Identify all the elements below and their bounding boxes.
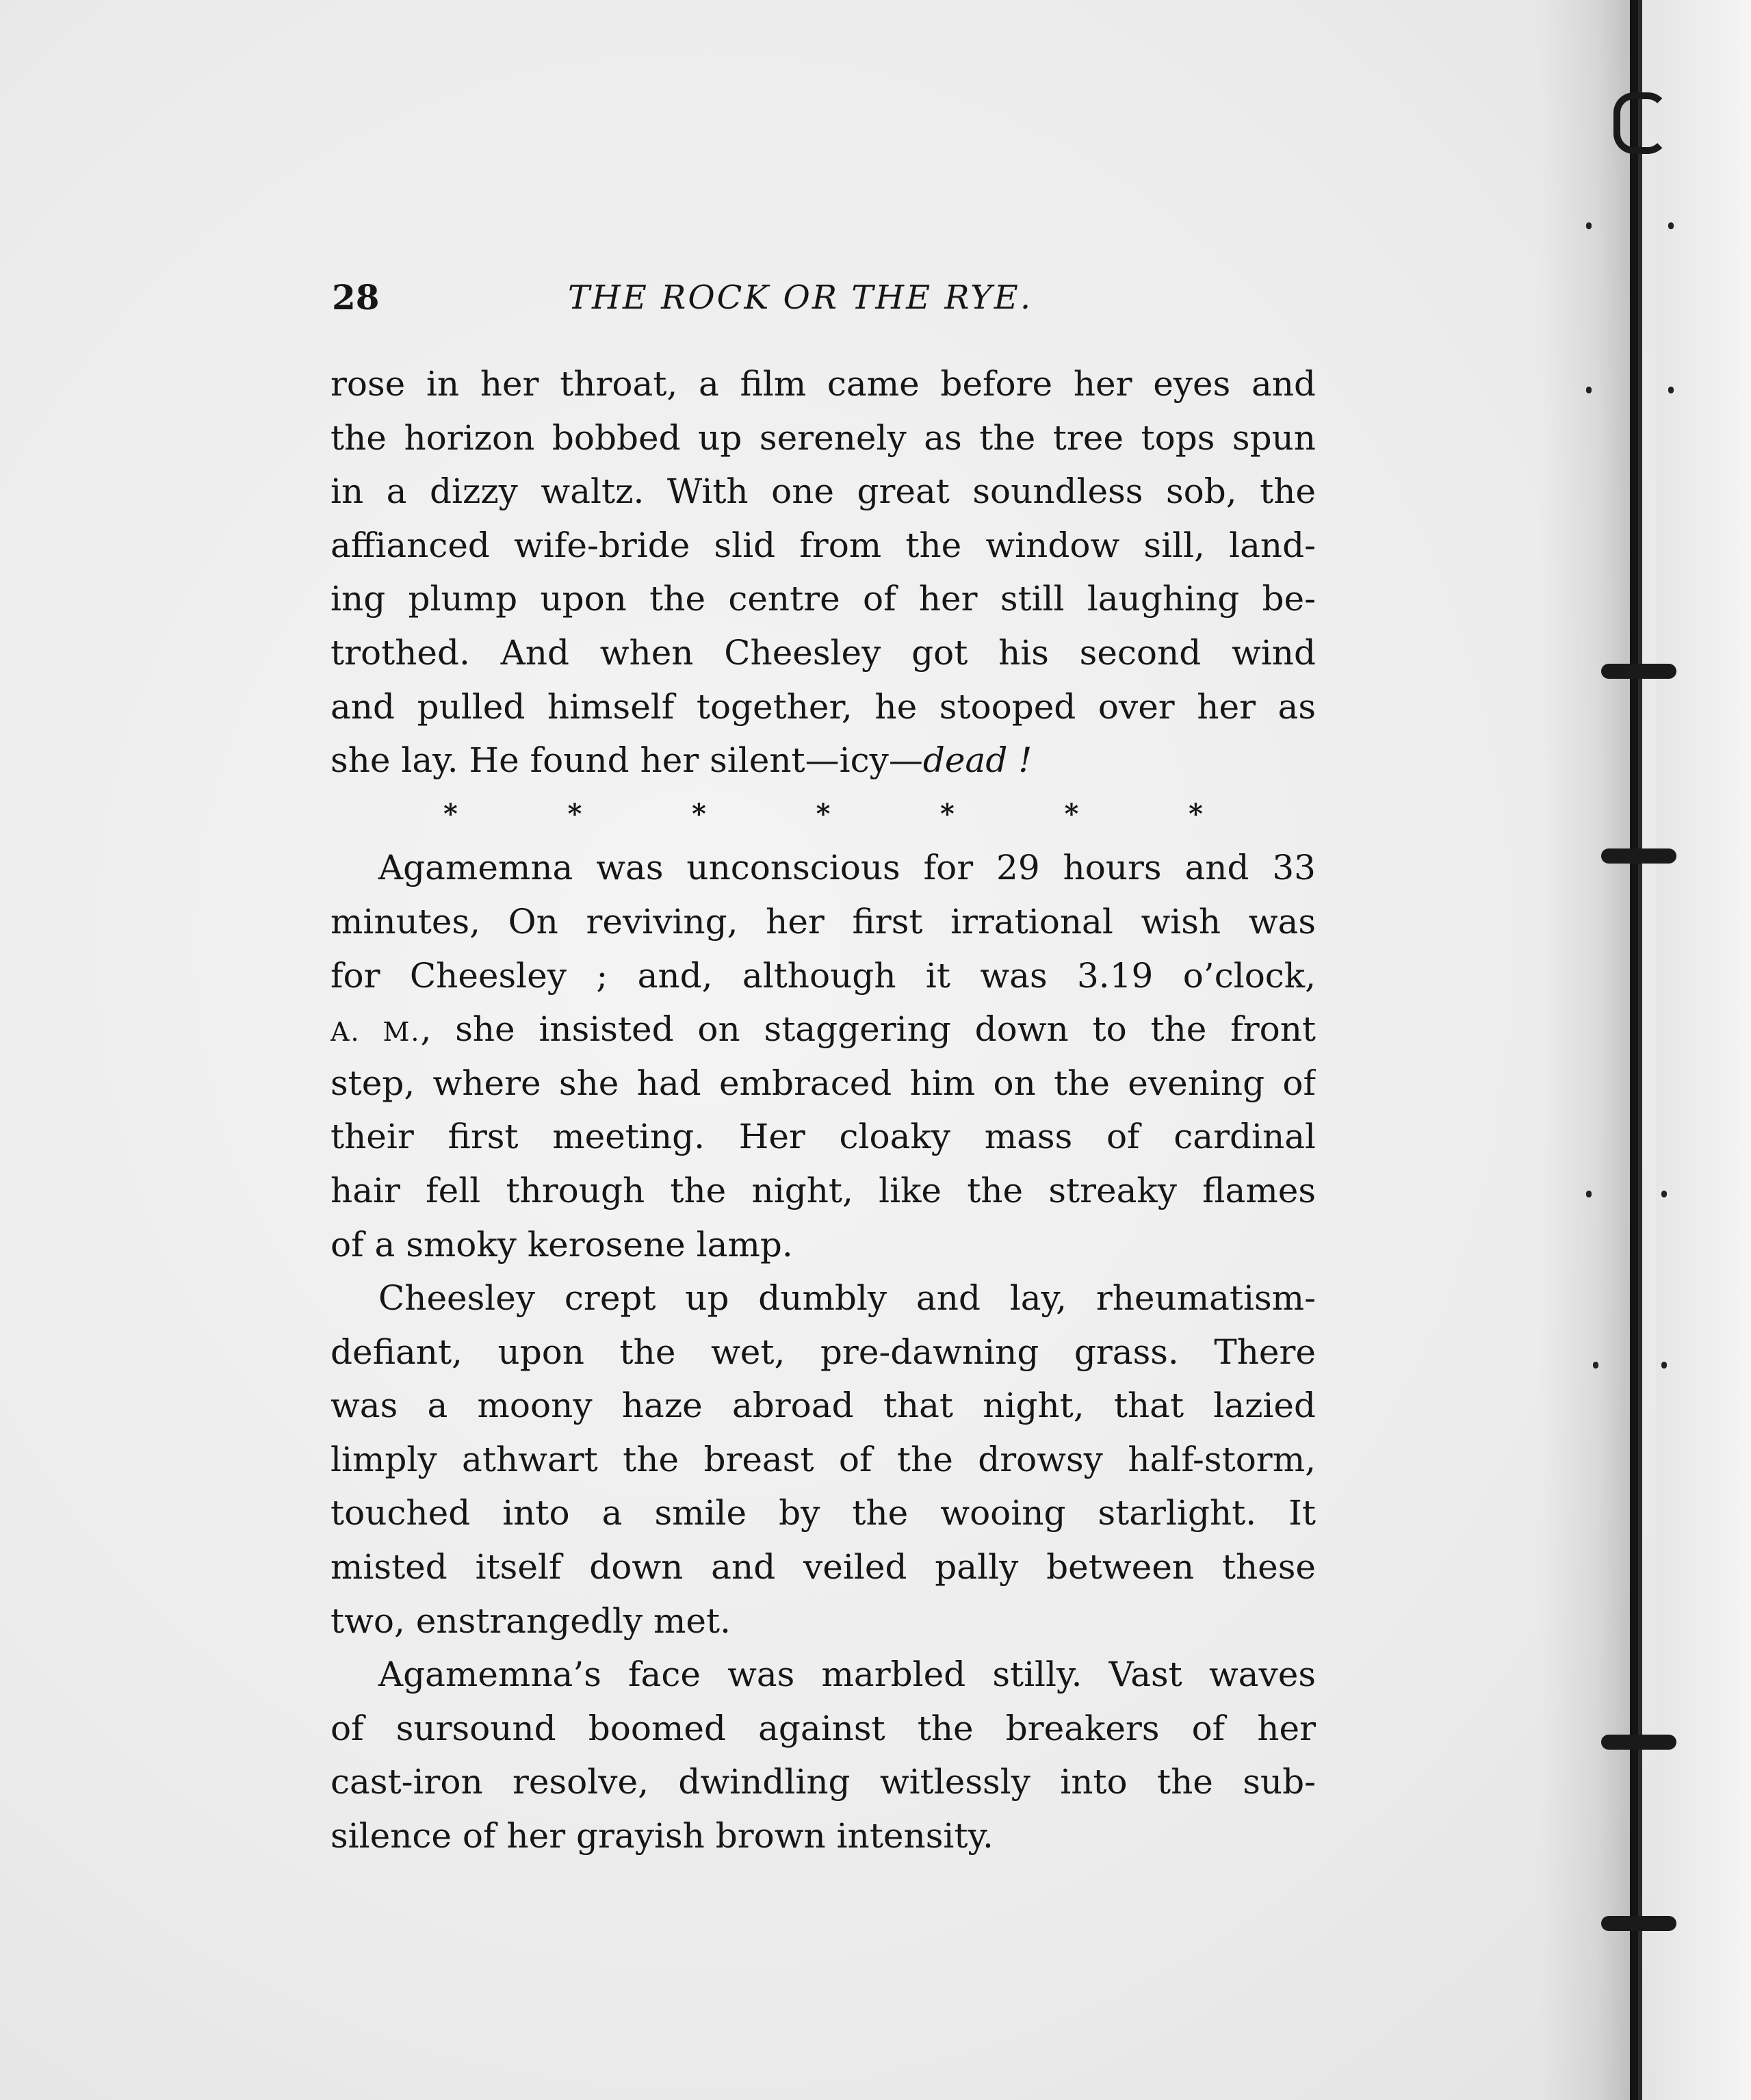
asterisk: * [816,797,831,830]
paragraph-first-line: Agamemna was unconscious for 29 hours and 33 [378,848,1316,888]
text-line: in a dizzy waltz. With one great soundless sob, the [330,471,1316,512]
scan-speck [1593,1362,1598,1369]
text-line: hair fell through the night, like the streaky flames [330,1170,1316,1210]
text-line: of sursound boomed against the breakers of her [330,1708,1316,1748]
facing-page-edge [1656,0,1751,2100]
text-line: touched into a smile by the wooing starlight. It [330,1493,1316,1533]
text-line [330,734,1316,788]
text-line: trothed. And when Cheesley got his second wind [330,632,1316,673]
asterisk: * [1064,797,1079,830]
text-line: for Cheesley ; and, although it was 3.19 o’clock, [330,955,1316,996]
scan-speck [1661,1362,1667,1369]
text-line: ing plump upon the centre of her still laughing be- [330,579,1316,619]
paragraph-first-line: Agamemna’s face was marbled stilly. Vast waves [378,1655,1316,1695]
running-head: THE ROCK OR THE RYE. [568,278,1033,317]
binding-stitch [1601,848,1676,864]
scan-speck [1668,222,1674,229]
asterisk: * [567,797,582,830]
text-line: their first meeting. Her cloaky mass of cardinal [330,1117,1316,1157]
binding-stitch [1613,92,1668,154]
text-segment: she lay. He found her silent—icy— [330,740,923,781]
page-number: 28 [332,277,380,317]
text-line: of a smoky kerosene lamp. [330,1224,793,1265]
text-line: defiant, upon the wet, pre-dawning grass. There [330,1332,1316,1372]
scan-speck [1586,387,1592,393]
scan-speck [1586,222,1592,229]
text-line: step, where she had embraced him on the evening of [330,1063,1316,1103]
text-line: limply athwart the breast of the drowsy half-storm, [330,1439,1316,1479]
text-line: two, enstrangedly met. [330,1600,731,1641]
text-line: cast-iron resolve, dwindling witlessly into the sub- [330,1762,1316,1802]
text-line: misted itself down and veiled pally between these [330,1547,1316,1587]
binding-stitch [1601,664,1676,679]
text-line: affianced wife-bride slid from the window sill, land- [330,525,1316,565]
binding-stitch [1601,1735,1676,1750]
scan-speck [1661,1191,1667,1197]
italic-text: dead ! [922,740,1033,781]
scan-speck [1586,1191,1592,1197]
asterisk: * [1189,797,1203,830]
page-header [332,277,1317,318]
text-line: and pulled himself together, he stooped over her as [330,686,1316,727]
text-line: minutes, On reviving, her first irrational wish was [330,901,1316,942]
asterisk: * [940,797,955,830]
binding-stitch [1601,1916,1676,1931]
text-line: silence of her grayish brown intensity. [330,1816,994,1856]
asterisk: * [443,797,458,830]
section-break [330,788,1316,842]
scan-speck [1668,387,1674,393]
text-line [330,1002,1316,1057]
body-text [330,357,1316,1863]
asterisk: * [692,797,706,830]
text-line: the horizon bobbed up serenely as the tree tops spun [330,417,1316,458]
paragraph-first-line: Cheesley crept up dumbly and lay, rheumatism- [378,1278,1316,1319]
text-line: was a moony haze abroad that night, that lazied [330,1386,1316,1426]
small-caps-text: A. M. [330,1017,421,1048]
spine-shadow [1540,0,1635,2100]
text-line: rose in her throat, a film came before her eyes and [330,364,1316,404]
text-segment: , she insisted on staggering down to the front [420,1009,1316,1050]
binding-thread-edge [1638,0,1642,2100]
